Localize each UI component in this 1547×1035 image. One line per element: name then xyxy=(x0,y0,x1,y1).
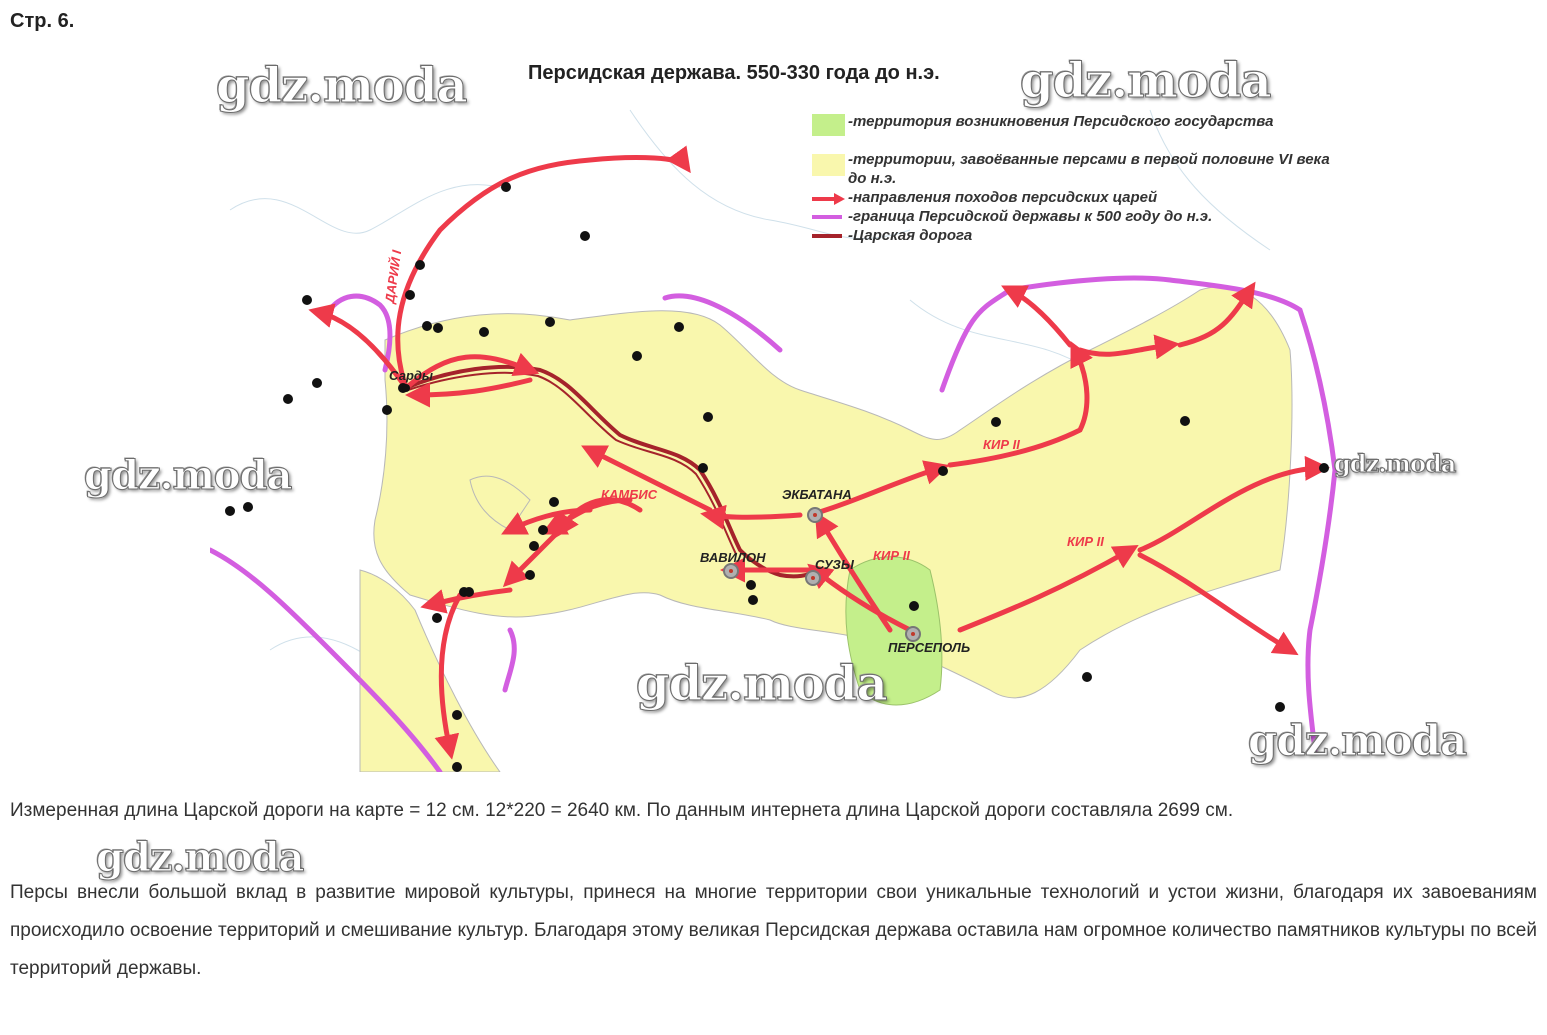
legend-item-border xyxy=(812,207,1352,226)
city-label-vavilon: ВАВИЛОН xyxy=(700,550,766,565)
campaign-label-kir-north: КИР II xyxy=(983,437,1020,452)
watermark: gdz.moda xyxy=(84,452,292,499)
map-title: Персидская держава. 550-330 года до н.э. xyxy=(528,62,940,84)
legend-swatch-green-area xyxy=(812,114,845,136)
legend-label: -Царская дорога xyxy=(848,227,973,244)
paragraph-road-length: Измеренная длина Царской дороги на карте = 12 см. 12*220 = 2640 км. По данным интернета длина Царской дороги составляла 2699 см. xyxy=(10,800,1234,821)
city-label-sardy: Сарды xyxy=(389,368,434,383)
legend-swatch-red-arrow xyxy=(812,192,846,206)
watermark: gdz.moda xyxy=(1020,53,1271,109)
city-label-persepol: ПЕРСЕПОЛЬ xyxy=(888,640,971,655)
watermark: gdz.moda xyxy=(636,656,887,712)
watermark: gdz.moda xyxy=(1248,716,1467,765)
watermark: gdz.moda xyxy=(96,834,304,881)
legend-swatch-magenta-line xyxy=(812,215,842,219)
map-legend xyxy=(812,112,1352,245)
campaign-label-darius: ДАРИЙ I xyxy=(382,249,405,305)
legend-label: -территория возникновения Персидского государства xyxy=(848,113,1274,130)
campaign-label-kambis: КАМБИС xyxy=(601,487,658,502)
campaign-label-kir-center: КИР II xyxy=(873,548,910,563)
legend-item-origin xyxy=(812,112,1352,131)
legend-item-royal-road xyxy=(812,226,1352,245)
legend-label: -территории, завоёванные персами в первой половине VI века до н.э. xyxy=(848,151,1330,187)
legend-swatch-yellow-area xyxy=(812,154,845,176)
page-label: Стр. 6. xyxy=(10,10,75,32)
legend-label: -направления походов персидских царей xyxy=(848,189,1158,206)
watermark: gdz.moda xyxy=(1334,449,1456,478)
campaign-label-kir-east: КИР II xyxy=(1067,534,1104,549)
paragraph-culture: Персы внесли большой вклад в развитие мировой культуры, принеся на многие территории свои уникальные технологий и устои жизни, благодаря их завоеваниям происходило освоение территорий и смешивание культур. Благодаря этому великая Персидская держава оставила нам огромное количество памятников культуры по всей территорий державы. xyxy=(10,882,1537,979)
city-label-ekbatana: ЭКБАТАНА xyxy=(782,487,852,502)
city-label-suzy: СУЗЫ xyxy=(815,557,854,572)
legend-item-conquered xyxy=(812,150,1352,188)
legend-swatch-darkred-line xyxy=(812,234,842,238)
legend-label: -граница Персидской державы к 500 году до н.э. xyxy=(848,208,1213,225)
legend-item-campaigns xyxy=(812,188,1352,207)
watermark: gdz.moda xyxy=(216,58,467,114)
